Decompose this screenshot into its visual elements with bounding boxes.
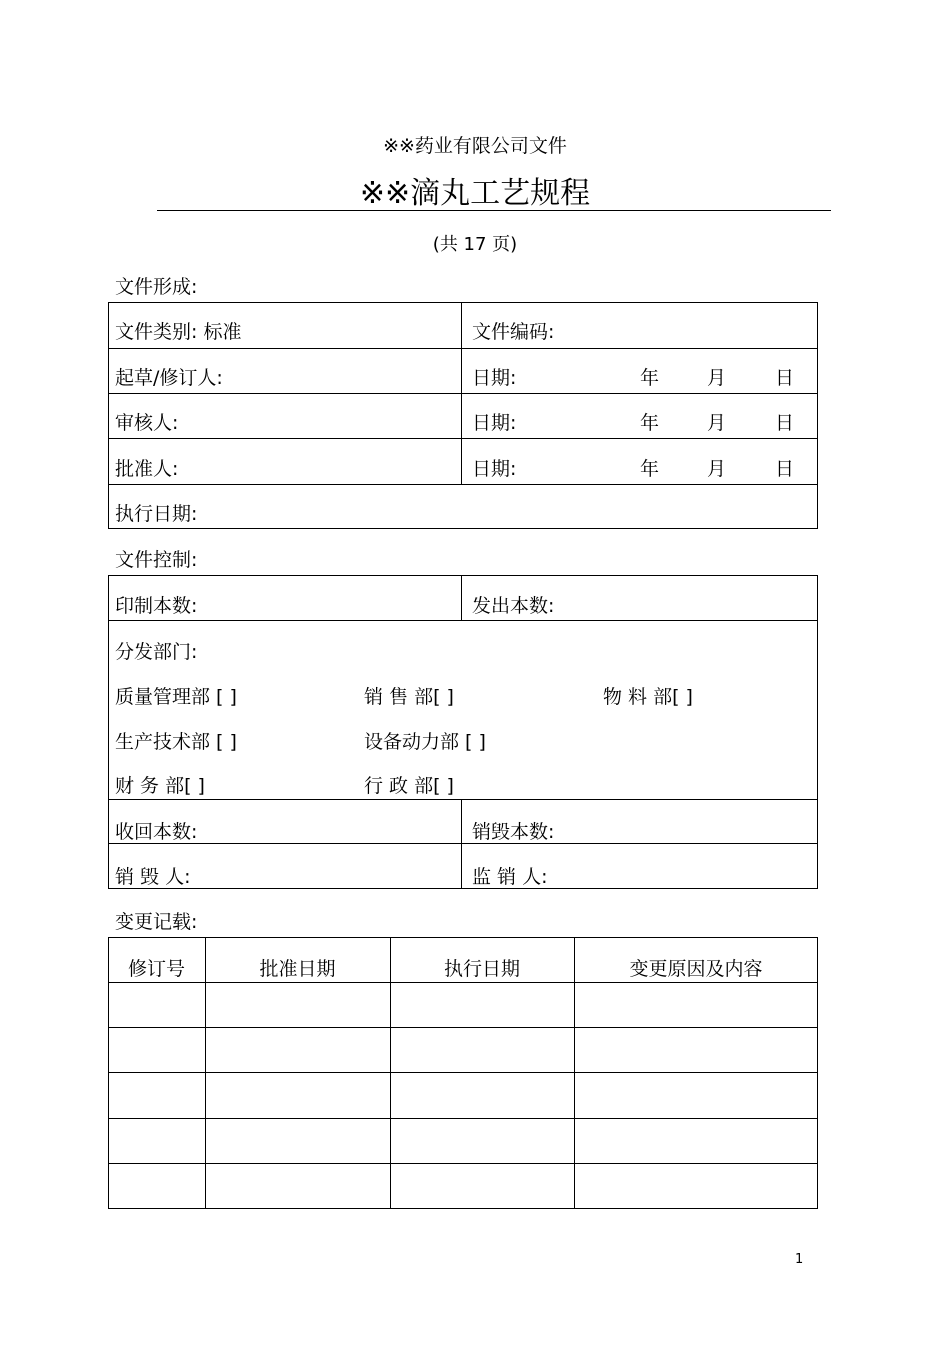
document-code-label: 文件编码: bbox=[472, 321, 555, 343]
table-row bbox=[108, 982, 818, 1027]
drafter-label: 起草/修订人: bbox=[115, 367, 223, 389]
dept-administration: 行 政 部[ ] bbox=[364, 775, 454, 797]
reviewer-date-month: 月 bbox=[707, 412, 727, 434]
table-row bbox=[108, 1118, 818, 1163]
issued-copies-label: 发出本数: bbox=[472, 595, 555, 617]
reviewer-date-day: 日 bbox=[775, 412, 795, 434]
drafter-date-day: 日 bbox=[775, 367, 795, 389]
drafter-date-year: 年 bbox=[640, 367, 660, 389]
column-header-effective-date: 执行日期 bbox=[443, 958, 520, 980]
changes-section-label: 变更记载: bbox=[115, 911, 198, 933]
page-count: (共 17 页) bbox=[432, 234, 518, 255]
destroyed-copies-label: 销毁本数: bbox=[472, 821, 555, 843]
drafter-date-month: 月 bbox=[707, 367, 727, 389]
document-category: 文件类别: 标准 bbox=[115, 321, 242, 343]
recovered-copies-label: 收回本数: bbox=[115, 821, 198, 843]
column-header-change-reason: 变更原因及内容 bbox=[629, 958, 763, 980]
formation-section-label: 文件形成: bbox=[115, 276, 198, 298]
reviewer-date-label: 日期: bbox=[472, 412, 517, 434]
reviewer-date-year: 年 bbox=[640, 412, 660, 434]
approver-date-year: 年 bbox=[640, 458, 660, 480]
control-section-label: 文件控制: bbox=[115, 549, 198, 571]
dept-materials: 物 料 部[ ] bbox=[603, 686, 693, 708]
dept-finance: 财 务 部[ ] bbox=[115, 775, 205, 797]
column-header-revision-no: 修订号 bbox=[127, 958, 185, 980]
dept-sales: 销 售 部[ ] bbox=[364, 686, 454, 708]
destroyer-label: 销 毁 人: bbox=[115, 866, 191, 888]
dept-equipment: 设备动力部 [ ] bbox=[364, 731, 486, 753]
dept-production: 生产技术部 [ ] bbox=[115, 731, 237, 753]
title-divider bbox=[157, 210, 831, 211]
table-row bbox=[108, 1163, 818, 1208]
company-name: ※※药业有限公司文件 bbox=[383, 135, 567, 157]
supervisor-label: 监 销 人: bbox=[472, 866, 548, 888]
reviewer-label: 审核人: bbox=[115, 412, 179, 434]
approver-date-label: 日期: bbox=[472, 458, 517, 480]
document-title: ※※滴丸工艺规程 bbox=[359, 176, 591, 211]
distribution-label: 分发部门: bbox=[115, 641, 198, 663]
approver-label: 批准人: bbox=[115, 458, 179, 480]
column-header-approval-date: 批准日期 bbox=[259, 958, 336, 980]
approver-date-day: 日 bbox=[775, 458, 795, 480]
drafter-date-label: 日期: bbox=[472, 367, 517, 389]
approver-date-month: 月 bbox=[707, 458, 727, 480]
dept-quality: 质量管理部 [ ] bbox=[115, 686, 237, 708]
effective-date-label: 执行日期: bbox=[115, 503, 198, 525]
table-row bbox=[108, 1027, 818, 1072]
table-row bbox=[108, 1072, 818, 1117]
page-number: 1 bbox=[795, 1252, 804, 1267]
printed-copies-label: 印制本数: bbox=[115, 595, 198, 617]
